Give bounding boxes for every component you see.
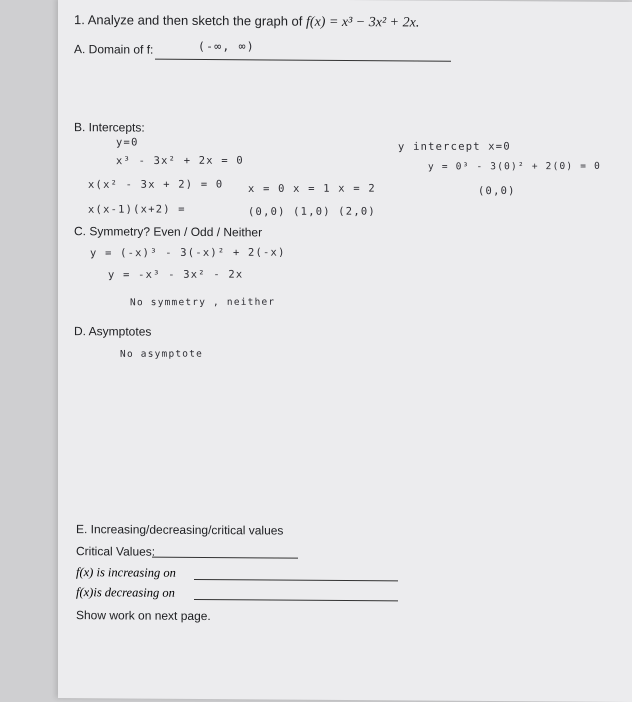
- worksheet-page: [58, 0, 632, 702]
- section-b-label: B. Intercepts:: [74, 120, 145, 135]
- symmetry-work-line-1: y = (-x)³ - 3(-x)² + 2(-x): [89, 246, 286, 260]
- decreasing-line: [194, 599, 398, 601]
- critical-values-label: Critical Values:: [76, 544, 156, 559]
- section-c-label: C. Symmetry? Even / Odd / Neither: [74, 224, 263, 240]
- domain-answer-line: [155, 59, 451, 62]
- increasing-line: [194, 579, 398, 581]
- question-text: 1. Analyze and then sketch the graph of: [74, 12, 303, 29]
- symmetry-conclusion: No symmetry , neither: [129, 296, 276, 309]
- intercept-work-line-2: x³ - 3x² + 2x = 0: [115, 154, 244, 168]
- decreasing-label: f(x)is decreasing on: [76, 585, 175, 600]
- y-intercept-heading: y intercept x=0: [397, 140, 511, 153]
- function-expression: f(x) = x³ − 3x² + 2x.: [306, 14, 420, 31]
- symmetry-work-line-2: y = -x³ - 3x² - 2x: [107, 268, 244, 282]
- question-header: [74, 12, 419, 31]
- intercept-roots: x = 0 x = 1 x = 2: [247, 182, 376, 195]
- critical-values-line: [152, 557, 298, 559]
- domain-answer: (-∞, ∞): [197, 39, 255, 54]
- intercept-work-line-1: y=0: [115, 136, 139, 149]
- y-intercept-calc: y = 0³ - 3(0)² + 2(0) = 0: [427, 160, 602, 173]
- y-intercept-point: (0,0): [477, 184, 516, 198]
- intercept-work-line-4: x(x-1)(x+2) =: [87, 203, 186, 216]
- section-e-label: E. Increasing/decreasing/critical values: [76, 522, 284, 538]
- increasing-label: f(x) is increasing on: [76, 565, 176, 580]
- asymptote-answer: No asymptote: [119, 348, 204, 360]
- intercept-work-line-3: x(x² - 3x + 2) = 0: [87, 178, 224, 191]
- intercept-points: (0,0) (1,0) (2,0): [247, 205, 376, 218]
- show-work-note: Show work on next page.: [76, 608, 211, 624]
- section-a-label: A. Domain of f:: [74, 42, 154, 57]
- section-d-label: D. Asymptotes: [74, 324, 152, 339]
